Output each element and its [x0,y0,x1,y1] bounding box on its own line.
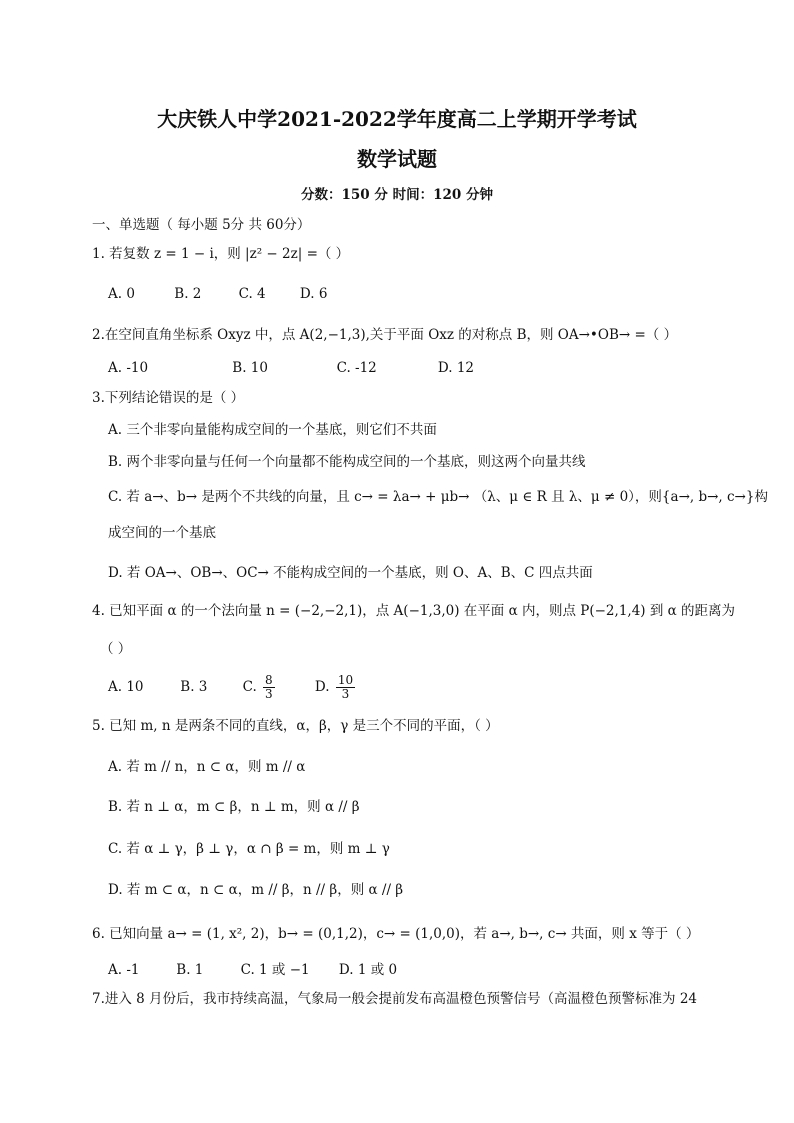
q4-option-d-denominator: 3 [341,687,350,701]
q4-option-c-denominator: 3 [265,687,273,701]
q3-option-c-line2: 成空间的一个基底 [108,525,216,541]
q3-option-c-line1: C. 若 a→、b→ 是两个不共线的向量，且 c→ = λa→ + μb→ （λ、μ ∈ R 且 λ、μ ≠ 0），则{a→, b→, c→}构 [108,489,768,505]
q4-option-c [243,674,311,701]
q3-option-b: B. 两个非零向量与任何一个向量都不能构成空间的一个基底，则这两个向量共线 [108,454,586,470]
q6-option-c: C. 1 或 −1 [240,962,310,978]
q3-option-d: D. 若 OA→、OB→、OC→ 不能构成空间的一个基底，则 O、A、B、C 四点共面 [108,565,593,581]
q4-option-c-numerator: 8 [265,673,273,687]
q4-option-d-fraction [336,674,355,701]
q2-stem: 2.在空间直角坐标系 Oxyz 中，点 A(2,−1,3),关于平面 Oxz 的对称点 B，则 OA→•OB→ =（ ） [92,327,678,343]
q4-option-d-numerator: 10 [337,673,354,687]
section-heading: 一、单选题（ 每小题 5分 共 60分） [92,217,311,233]
q2-option-a: A. -10 [108,360,149,376]
q1-options [108,285,327,303]
q7-stem: 7.进入 8 月份后，我市持续高温，气象局一般会提前发布高温橙色预警信号（高温橙色预警标准为 24 [92,991,698,1007]
q4-option-d-label: D. [314,679,330,695]
q3-stem: 3.下列结论错误的是（ ） [92,390,245,406]
exam-subtitle: 数学试题 [357,147,437,171]
q4-option-d [315,674,357,701]
q2-option-c: C. -12 [336,360,377,376]
q4-stem: 4. 已知平面 α 的一个法向量 n = (−2,−2,1)，点 A(−1,3,0) 在平面 α 内，则点 P(−2,1,4) 到 α 的距离为 [92,603,736,619]
q4-option-c-label: C. [242,679,257,695]
q6-option-a: A. -1 [108,962,140,978]
q1-option-a: A. 0 [108,286,135,302]
q5-option-c: C. 若 α ⊥ γ，β ⊥ γ，α ∩ β = m，则 m ⊥ γ [108,841,390,857]
q2-options [108,359,474,377]
q4-option-a: A. 10 [108,679,144,695]
q1-option-c: C. 4 [238,286,266,302]
exam-meta: 分数：150 分 时间：120 分钟 [301,187,493,203]
q5-option-d: D. 若 m ⊂ α，n ⊂ α，m // β，n // β，则 α // β [108,882,404,898]
exam-title: 大庆铁人中学2021-2022学年度高二上学期开学考试 [157,107,637,131]
q4-option-b: B. 3 [180,679,208,695]
q1-option-b: B. 2 [174,286,202,302]
q4-options [108,674,357,701]
q4-option-c-fraction [263,674,275,701]
q2-option-b: B. 10 [232,360,268,376]
q2-option-d: D. 12 [437,360,474,376]
q6-stem: 6. 已知向量 a→ = (1, x², 2)，b→ = (0,1,2)，c→ = (1,0,0)，若 a→, b→, c→ 共面，则 x 等于（ ） [92,926,700,942]
q6-option-b: B. 1 [176,962,204,978]
q6-option-d: D. 1 或 0 [338,962,398,978]
q6-options [108,961,397,979]
q1-option-d: D. 6 [299,286,328,302]
q3-option-a: A. 三个非零向量能构成空间的一个基底，则它们不共面 [108,422,437,438]
q4-paren: （ ） [100,641,132,657]
q5-stem: 5. 已知 m, n 是两条不同的直线，α，β，γ 是三个不同的平面，（ ） [92,718,499,734]
q1-stem: 1. 若复数 z = 1 − i，则 |z² − 2z| =（ ） [92,246,350,262]
q5-option-a: A. 若 m // n，n ⊂ α，则 m // α [108,759,306,775]
q5-option-b: B. 若 n ⊥ α，m ⊂ β，n ⊥ m，则 α // β [108,799,360,815]
